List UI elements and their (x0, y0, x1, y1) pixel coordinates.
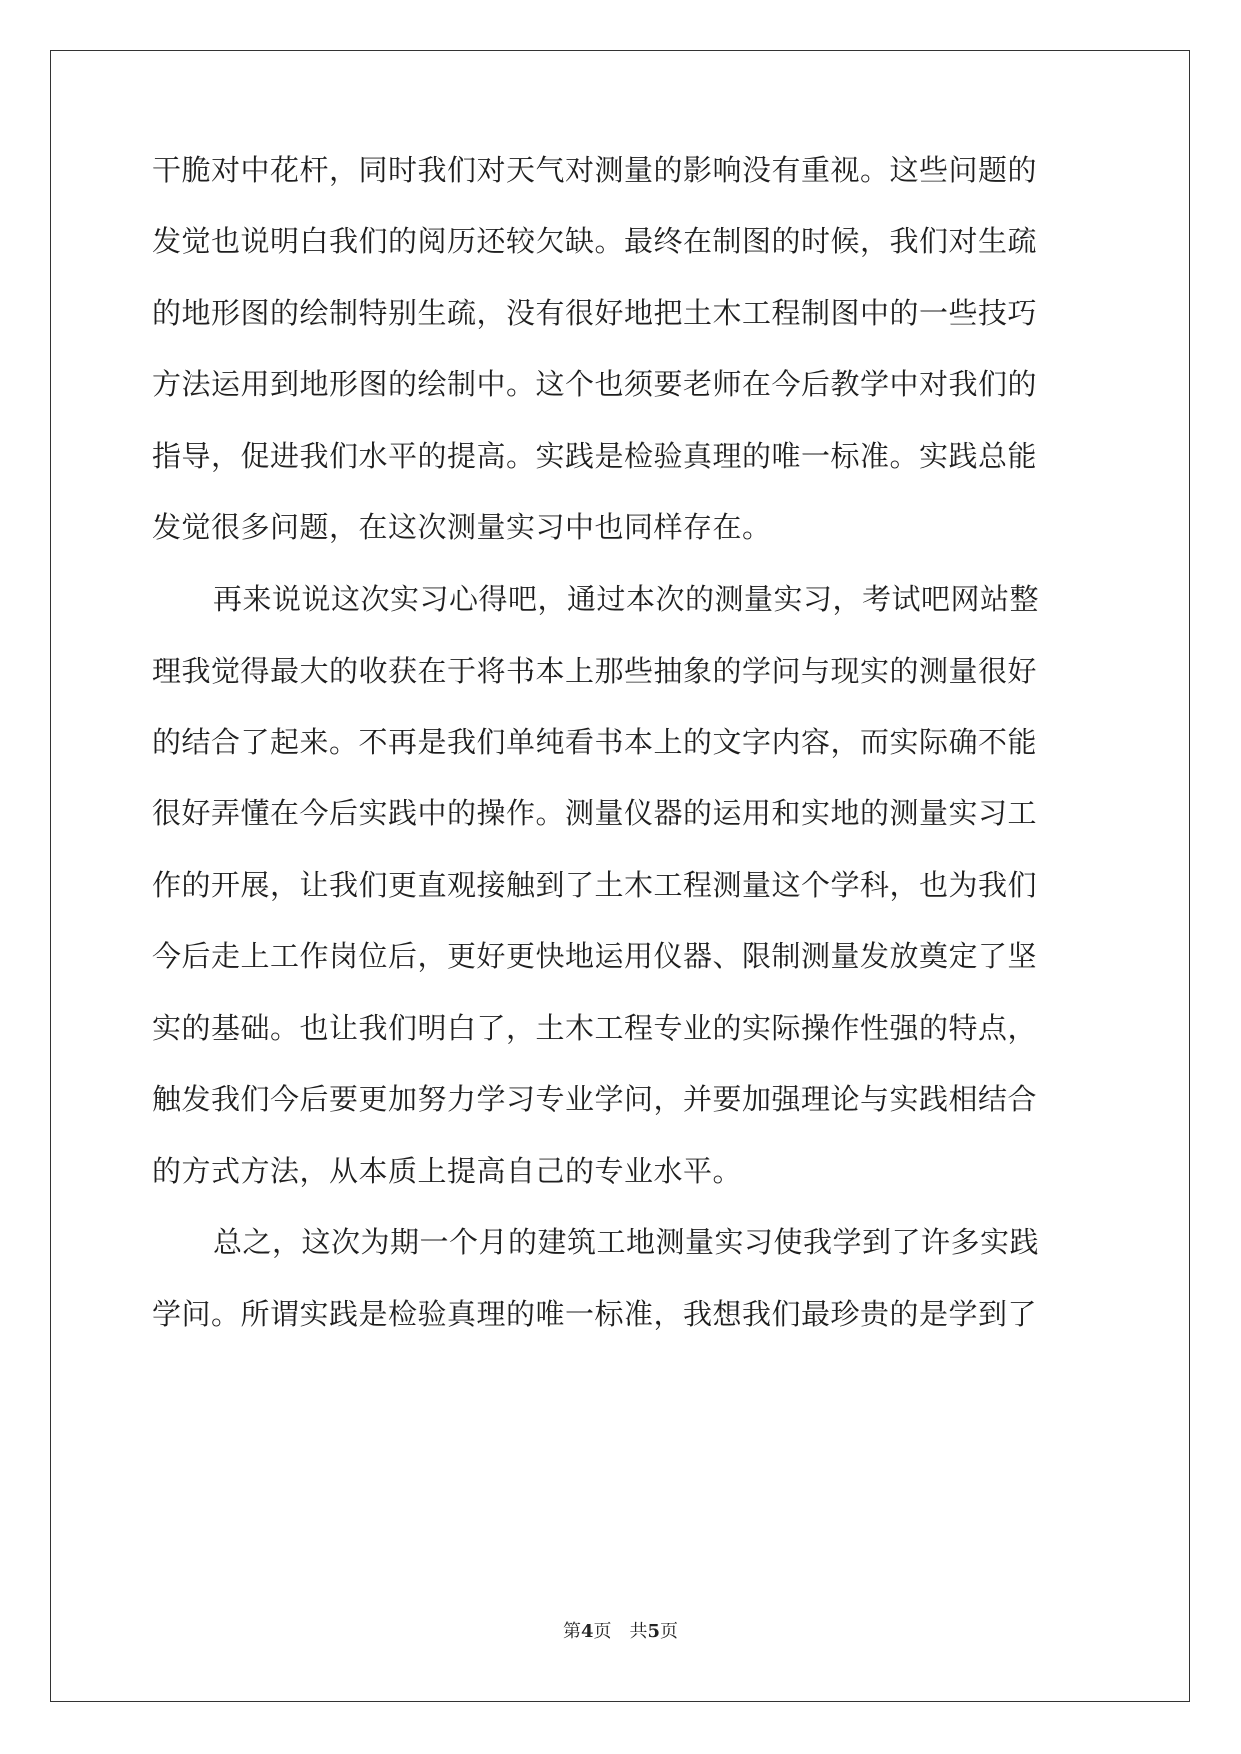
text-line: 实的基础。也让我们明白了，土木工程专业的实际操作性强的特点， (152, 1011, 1038, 1045)
text-line: 方法运用到地形图的绘制中。这个也须要老师在今后教学中对我们的 (152, 367, 1038, 401)
paragraph-start-line: 再来说说这次实习心得吧，通过本次的测量实习，考试吧网站整 (213, 582, 1040, 616)
text-line: 的结合了起来。不再是我们单纯看书本上的文字内容，而实际确不能 (152, 725, 1038, 759)
text-line: 作的开展，让我们更直观接触到了土木工程测量这个学科，也为我们 (152, 868, 1038, 902)
footer-total-prefix: 共 (629, 1621, 648, 1642)
text-line: 的地形图的绘制特别生疏，没有很好地把土木工程制图中的一些技巧 (152, 296, 1038, 330)
text-line: 触发我们今后要更加努力学习专业学问，并要加强理论与实践相结合 (152, 1082, 1038, 1116)
page-footer (0, 1620, 1241, 1644)
text-line: 的方式方法，从本质上提高自己的专业水平。 (152, 1154, 743, 1188)
footer-prefix: 第 (562, 1621, 581, 1642)
text-line: 发觉很多问题，在这次测量实习中也同样存在。 (152, 510, 772, 544)
footer-total-suffix: 页 (660, 1621, 679, 1642)
text-line: 今后走上工作岗位后，更好更快地运用仪器、限制测量发放奠定了坚 (152, 939, 1038, 973)
total-pages-number: 5 (647, 1621, 661, 1642)
text-line: 很好弄懂在今后实践中的操作。测量仪器的运用和实地的测量实习工 (152, 796, 1038, 830)
paragraph-start-line: 总之，这次为期一个月的建筑工地测量实习使我学到了许多实践 (213, 1225, 1040, 1259)
text-line: 发觉也说明白我们的阅历还较欠缺。最终在制图的时候，我们对生疏 (152, 224, 1038, 258)
current-page-number: 4 (580, 1621, 594, 1642)
text-line: 指导，促进我们水平的提高。实践是检验真理的唯一标准。实践总能 (152, 439, 1038, 473)
footer-page-suffix: 页 (593, 1621, 612, 1642)
text-line: 学问。所谓实践是检验真理的唯一标准，我想我们最珍贵的是学到了 (152, 1297, 1038, 1331)
text-line: 理我觉得最大的收获在于将书本上那些抽象的学问与现实的测量很好 (152, 654, 1038, 688)
text-line: 干脆对中花杆，同时我们对天气对测量的影响没有重视。这些问题的 (152, 153, 1038, 187)
